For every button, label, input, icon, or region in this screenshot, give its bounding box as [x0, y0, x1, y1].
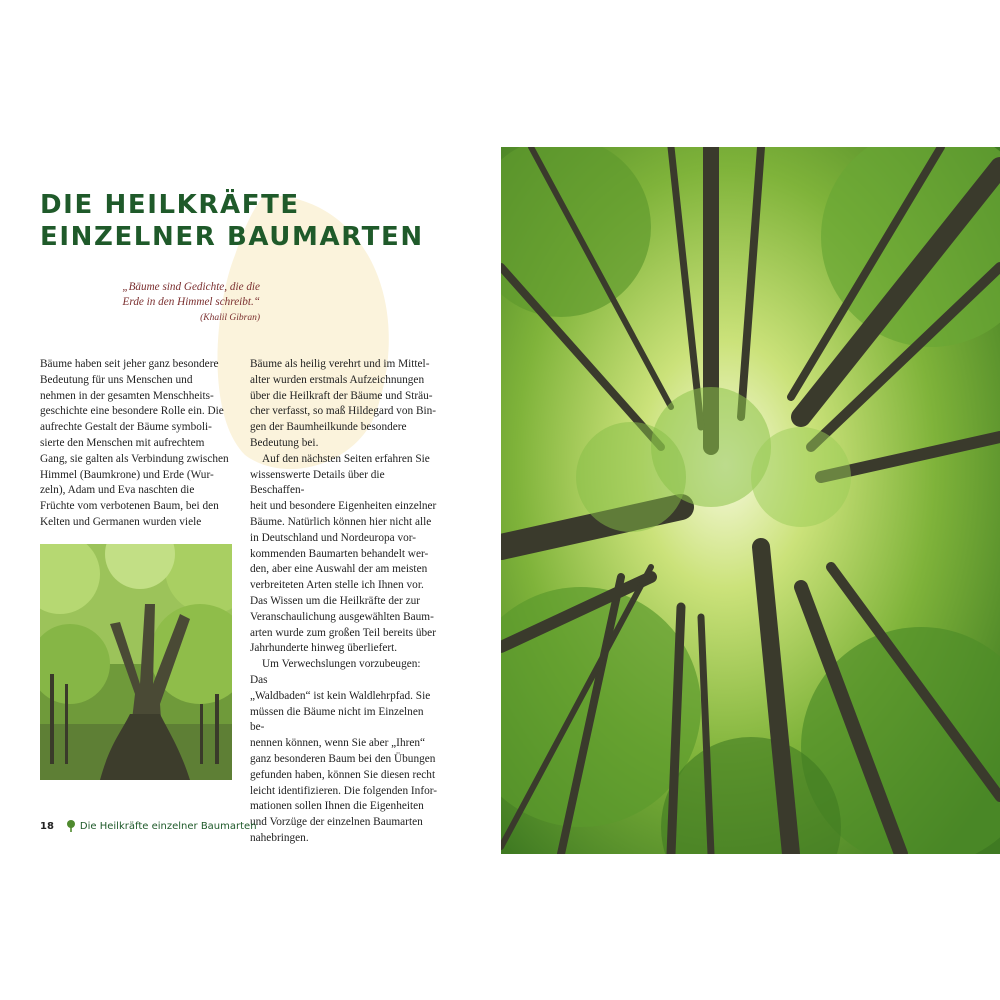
text-line: verbreiteten Arten stelle ich Ihnen vor. — [250, 579, 424, 592]
text-line: Veranschaulichung ausgewählten Baum- — [250, 610, 434, 623]
book-spread — [0, 147, 1000, 854]
quote-author: (Khalil Gibran) — [200, 313, 260, 323]
text-line: gefunden haben, können Sie diesen recht — [250, 768, 436, 781]
text-line: in Deutschland und Nordeuropa vor- — [250, 531, 417, 544]
quote-line-2: Erde in den Himmel schreibt.“ — [122, 296, 260, 308]
text-line: nahebringen. — [250, 831, 309, 844]
text-line: Das Wissen um die Heilkräfte der zur — [250, 594, 420, 607]
text-line: und Vorzüge der einzelnen Baumarten — [250, 816, 423, 829]
text-line: leicht identifizieren. Die folgenden Infor- — [250, 784, 438, 797]
old-beech-tree-photo — [40, 544, 232, 780]
text-line: wissenswerte Details über die Beschaffen- — [250, 468, 385, 497]
tree-icon — [66, 820, 76, 832]
text-column-2 — [250, 357, 440, 847]
text-line: zeln), Adam und Eva naschten die — [40, 484, 195, 497]
text-line: Jahrhunderte hinweg überliefert. — [250, 642, 398, 655]
title-line-2: EINZELNER BAUMARTEN — [40, 222, 424, 252]
text-line: Bedeutung für uns Menschen und — [40, 373, 193, 386]
text-line: nennen können, wenn Sie aber „Ihren“ — [250, 737, 426, 750]
page-footer — [40, 820, 257, 832]
text-line: sierte den Menschen mit aufrechtem — [40, 436, 205, 449]
text-line: Bäume als heilig verehrt und im Mittel- — [250, 358, 430, 370]
text-line: Auf den nächsten Seiten erfahren Sie — [262, 452, 430, 465]
text-line: alter wurden erstmals Aufzeichnungen — [250, 373, 425, 386]
right-page — [501, 147, 1000, 854]
text-line: den, aber eine Auswahl der am meisten — [250, 563, 428, 576]
text-line: Um Verwechslungen vorzubeugen: Das — [250, 658, 421, 686]
text-line: Früchte vom verbotenen Baum, bei den — [40, 500, 219, 513]
running-title: Die Heilkräfte einzelner Baumarten — [79, 820, 257, 832]
text-line: nehmen in der gesamten Menschheits- — [40, 389, 214, 402]
text-line: gen der Baumheilkunde besondere — [250, 421, 407, 434]
text-column-1 — [40, 357, 232, 531]
text-line: Gang, sie galten als Verbindung zwischen — [40, 452, 229, 465]
forest-canopy-photo — [501, 147, 1000, 854]
text-line: „Waldbaden“ ist kein Waldlehrpfad. Sie — [250, 689, 431, 702]
text-line: über die Heilkraft der Bäume und Sträu- — [250, 389, 433, 402]
text-line: Bäume. Natürlich können hier nicht alle — [250, 515, 432, 528]
text-line: heit und besondere Eigenheiten einzelner — [250, 500, 437, 513]
text-line: ganz besonderen Baum bei den Übungen — [250, 752, 436, 765]
text-line: geschichte eine besondere Rolle ein. Die — [40, 405, 224, 418]
text-line: Kelten und Germanen wurden viele — [40, 515, 202, 528]
text-line: aufrechte Gestalt der Bäume symboli- — [40, 421, 212, 434]
text-line: kommenden Baumarten behandelt wer- — [250, 547, 429, 560]
left-page — [0, 147, 500, 854]
title-line-1: DIE HEILKRÄFTE — [40, 190, 300, 220]
page-title — [40, 189, 424, 253]
quote — [90, 280, 260, 326]
text-line: mationen sollen Ihnen die Eigenheiten — [250, 800, 424, 813]
quote-line-1: „Bäume sind Gedichte, die die — [122, 281, 260, 293]
text-line: müssen die Bäume nicht im Einzelnen be- — [250, 705, 424, 734]
text-line: Himmel (Baumkrone) und Erde (Wur- — [40, 468, 214, 481]
text-line: Bedeutung bei. — [250, 436, 319, 449]
text-line: arten wurde zum großen Teil bereits über — [250, 626, 436, 639]
text-line: Bäume haben seit jeher ganz besondere — [40, 358, 219, 370]
page-number: 18 — [40, 820, 54, 832]
text-line: cher verfasst, so maß Hildegard von Bin- — [250, 405, 437, 418]
